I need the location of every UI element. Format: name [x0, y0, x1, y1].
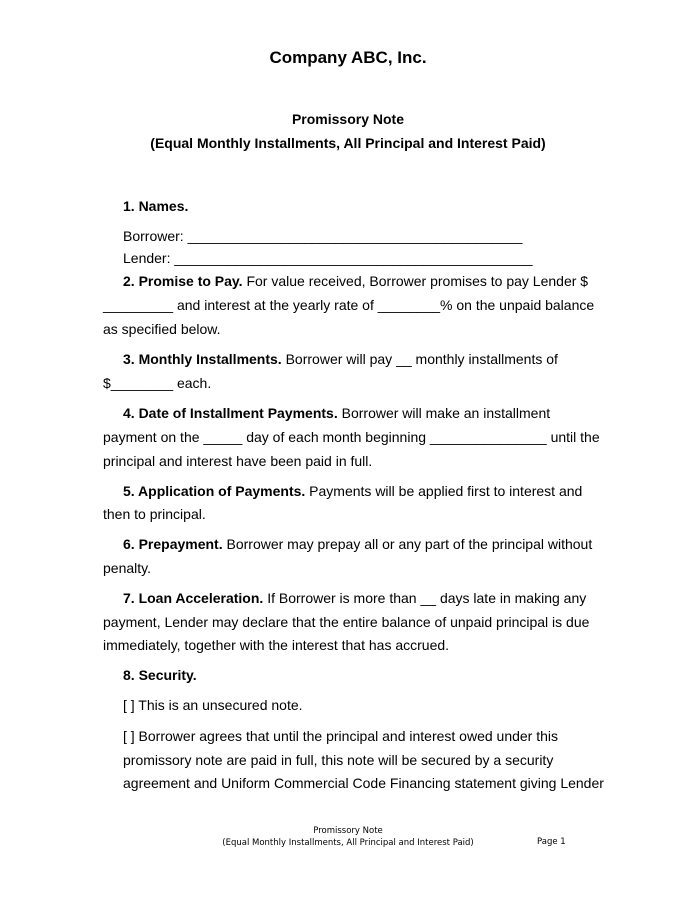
section-heading-prepayment: 6. Prepayment. — [123, 536, 223, 552]
section-prepayment-line1 — [123, 532, 592, 556]
section-heading-names: 1. Names. — [123, 198, 189, 214]
date-line3: principal and interest have been paid in full. — [103, 453, 373, 469]
company-name: Company ABC, Inc. — [269, 48, 427, 67]
section-monthly-line1 — [123, 347, 558, 371]
section-heading-security: 8. Security. — [123, 667, 197, 683]
footer-subtitle: (Equal Monthly Installments, All Principal and Interest Paid) — [222, 838, 474, 848]
acceleration-text: If Borrower is more than __ days late in making any — [263, 590, 587, 606]
borrower-line: Borrower: ___________________________________________ — [123, 228, 523, 244]
section-application-line1 — [123, 479, 582, 503]
promise-text: For value received, Borrower promises to pay Lender $ — [242, 273, 589, 289]
prepayment-text: Borrower may prepay all or any part of the principal without — [222, 536, 593, 552]
section-acceleration-line1 — [123, 586, 586, 610]
section-promise-line1 — [123, 269, 588, 293]
date-text: Borrower will make an installment — [337, 405, 551, 421]
section-heading-promise: 2. Promise to Pay. — [123, 273, 243, 289]
application-text: Payments will be applied first to interest and — [305, 483, 583, 499]
footer-title: Promissory Note — [313, 826, 383, 836]
promise-line2: _________ and interest at the yearly rate of ________% on the unpaid balance — [103, 297, 595, 313]
application-line2: then to principal. — [103, 506, 206, 522]
security-option-secured-line3: agreement and Uniform Commercial Code Financing statement giving Lender — [123, 775, 604, 791]
prepayment-line2: penalty. — [103, 560, 151, 576]
document-subtitle: (Equal Monthly Installments, All Principal and Interest Paid) — [150, 135, 546, 151]
section-heading-date: 4. Date of Installment Payments. — [123, 405, 338, 421]
section-heading-monthly: 3. Monthly Installments. — [123, 351, 282, 367]
lender-line: Lender: ______________________________________________ — [123, 250, 533, 266]
date-line2: payment on the _____ day of each month beginning _______________ until the — [103, 429, 600, 445]
page-number: Page 1 — [537, 837, 566, 847]
security-option-secured-line2: promissory note are paid in full, this note will be secured by a security — [123, 752, 554, 768]
acceleration-line2: payment, Lender may declare that the entire balance of unpaid principal is due — [103, 614, 590, 630]
document-title: Promissory Note — [291, 111, 405, 127]
security-option-unsecured: [ ] This is an unsecured note. — [123, 697, 303, 713]
acceleration-line3: immediately, together with the interest that has accrued. — [103, 637, 450, 653]
promise-line3: as specified below. — [103, 321, 221, 337]
monthly-line2: $________ each. — [103, 375, 212, 391]
security-option-secured-line1: [ ] Borrower agrees that until the principal and interest owed under this — [123, 728, 559, 744]
section-date-line1 — [123, 401, 550, 425]
section-heading-application: 5. Application of Payments. — [123, 483, 306, 499]
section-heading-acceleration: 7. Loan Acceleration. — [123, 590, 264, 606]
monthly-text: Borrower will pay __ monthly installments of — [281, 351, 558, 367]
